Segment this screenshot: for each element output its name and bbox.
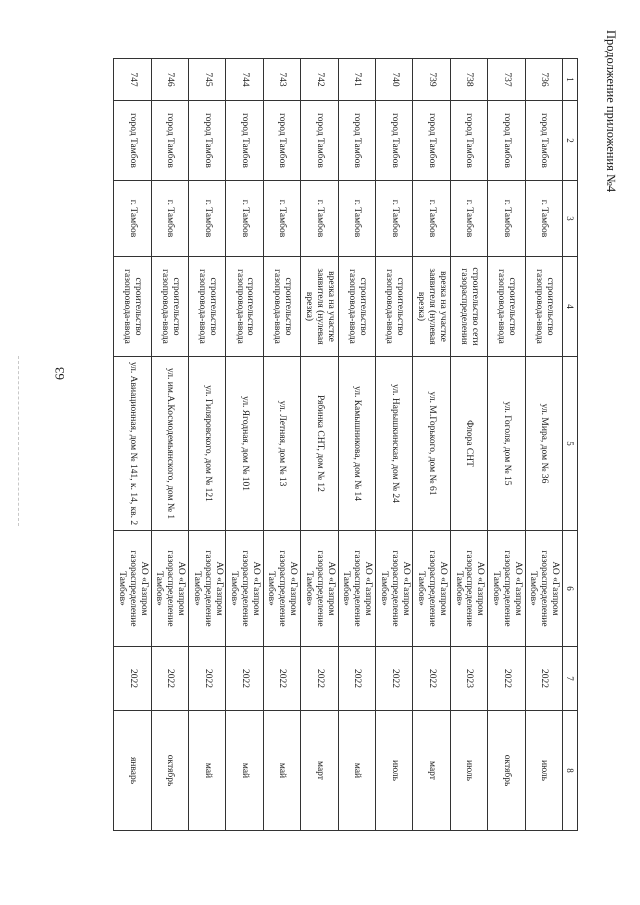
month-cell: июль [525, 711, 562, 831]
column-number: 6 [563, 531, 578, 647]
year-cell: 2022 [413, 647, 450, 711]
row-number-cell: 737 [488, 59, 525, 101]
locality-cell: г. Тамбов [525, 181, 562, 257]
municipality-cell: город Тамбов [151, 101, 188, 181]
address-cell: ул. Гоголя, дом № 15 [488, 357, 525, 531]
locality-cell: г. Тамбов [488, 181, 525, 257]
table-row [488, 59, 525, 831]
work-type-cell: строительство газопровода-ввода [525, 257, 562, 357]
locality-cell: г. Тамбов [151, 181, 188, 257]
table-row [226, 59, 263, 831]
locality-cell: г. Тамбов [338, 181, 375, 257]
year-cell: 2022 [375, 647, 412, 711]
work-type-cell: строительство газопровода-ввода [375, 257, 412, 357]
column-number: 7 [563, 647, 578, 711]
row-number-cell: 743 [263, 59, 300, 101]
rotated-table-container [113, 58, 578, 830]
operator-cell: АО «Газпром газораспределение Тамбов» [375, 531, 412, 647]
municipality-cell: город Тамбов [450, 101, 487, 181]
scan-artifact-line [18, 356, 20, 526]
locality-cell: г. Тамбов [301, 181, 338, 257]
table-row [114, 59, 152, 831]
year-cell: 2022 [525, 647, 562, 711]
address-cell: ул. Летняя, дом № 13 [263, 357, 300, 531]
locality-cell: г. Тамбов [375, 181, 412, 257]
column-number-row [563, 59, 578, 831]
column-number: 4 [563, 257, 578, 357]
work-type-cell: строительство газопровода-ввода [114, 257, 152, 357]
month-cell: июль [375, 711, 412, 831]
table-body [114, 59, 563, 831]
table-row [301, 59, 338, 831]
locality-cell: г. Тамбов [114, 181, 152, 257]
month-cell: март [301, 711, 338, 831]
row-number-cell: 747 [114, 59, 152, 101]
year-cell: 2022 [114, 647, 152, 711]
address-cell: ул. Камышникова, дом № 14 [338, 357, 375, 531]
row-number-cell: 736 [525, 59, 562, 101]
table-row [413, 59, 450, 831]
table-row [151, 59, 188, 831]
table-row [450, 59, 487, 831]
column-number: 8 [563, 711, 578, 831]
operator-cell: АО «Газпром газораспределение Тамбов» [338, 531, 375, 647]
annex-caption: Продолжение приложения №4 [604, 30, 618, 193]
municipality-cell: город Тамбов [114, 101, 152, 181]
month-cell: май [226, 711, 263, 831]
operator-cell: АО «Газпром газораспределение Тамбов» [151, 531, 188, 647]
row-number-cell: 746 [151, 59, 188, 101]
year-cell: 2022 [488, 647, 525, 711]
row-number-cell: 741 [338, 59, 375, 101]
address-cell: Рябинка СНТ, дом № 12 [301, 357, 338, 531]
operator-cell: АО «Газпром газораспределение Тамбов» [525, 531, 562, 647]
year-cell: 2023 [450, 647, 487, 711]
operator-cell: АО «Газпром газораспределение Тамбов» [226, 531, 263, 647]
table-row [188, 59, 225, 831]
year-cell: 2022 [263, 647, 300, 711]
row-number-cell: 745 [188, 59, 225, 101]
operator-cell: АО «Газпром газораспределение Тамбов» [114, 531, 152, 647]
table-row [338, 59, 375, 831]
municipality-cell: город Тамбов [488, 101, 525, 181]
locality-cell: г. Тамбов [226, 181, 263, 257]
work-type-cell: строительство газопровода-ввода [488, 257, 525, 357]
month-cell: октябрь [488, 711, 525, 831]
month-cell: март [413, 711, 450, 831]
month-cell: июль [450, 711, 487, 831]
municipality-cell: город Тамбов [375, 101, 412, 181]
table-row [525, 59, 562, 831]
column-number: 2 [563, 101, 578, 181]
municipality-cell: город Тамбов [338, 101, 375, 181]
month-cell: январь [114, 711, 152, 831]
operator-cell: АО «Газпром газораспределение Тамбов» [301, 531, 338, 647]
work-type-cell: врезка на участке заявителя (нулевая врезка) [413, 257, 450, 357]
month-cell: май [263, 711, 300, 831]
address-cell: ул. Авиационная, дом № 141, к. 14, кв. 2 [114, 357, 152, 531]
column-number: 3 [563, 181, 578, 257]
work-type-cell: строительство газопровода-ввода [226, 257, 263, 357]
page-number: 63 [52, 367, 67, 380]
operator-cell: АО «Газпром газораспределение Тамбов» [488, 531, 525, 647]
work-type-cell: врезка на участке заявителя (нулевая врезка) [301, 257, 338, 357]
work-type-cell: строительство газопровода-ввода [338, 257, 375, 357]
operator-cell: АО «Газпром газораспределение Тамбов» [413, 531, 450, 647]
locality-cell: г. Тамбов [263, 181, 300, 257]
month-cell: октябрь [151, 711, 188, 831]
year-cell: 2022 [338, 647, 375, 711]
year-cell: 2022 [188, 647, 225, 711]
row-number-cell: 744 [226, 59, 263, 101]
locality-cell: г. Тамбов [413, 181, 450, 257]
row-number-cell: 739 [413, 59, 450, 101]
work-type-cell: строительство газопровода-ввода [151, 257, 188, 357]
municipality-cell: город Тамбов [226, 101, 263, 181]
operator-cell: АО «Газпром газораспределение Тамбов» [263, 531, 300, 647]
table-row [263, 59, 300, 831]
column-number: 5 [563, 357, 578, 531]
year-cell: 2022 [301, 647, 338, 711]
address-cell: Флора СНТ [450, 357, 487, 531]
address-cell: ул. Нарышкинская, дом № 24 [375, 357, 412, 531]
municipality-cell: город Тамбов [525, 101, 562, 181]
locality-cell: г. Тамбов [450, 181, 487, 257]
work-type-cell: строительство сети газораспределения [450, 257, 487, 357]
address-cell: ул. М.Горького, дом № 61 [413, 357, 450, 531]
address-cell: ул. Ягодная, дом № 101 [226, 357, 263, 531]
year-cell: 2022 [226, 647, 263, 711]
address-cell: ул. Гиляровского, дом № 121 [188, 357, 225, 531]
table-row [375, 59, 412, 831]
month-cell: май [338, 711, 375, 831]
row-number-cell: 738 [450, 59, 487, 101]
row-number-cell: 742 [301, 59, 338, 101]
work-type-cell: строительство газопровода-ввода [188, 257, 225, 357]
address-cell: ул. им.А.Космодемьянского, дом № 1 [151, 357, 188, 531]
column-number: 1 [563, 59, 578, 101]
municipality-cell: город Тамбов [301, 101, 338, 181]
municipality-cell: город Тамбов [188, 101, 225, 181]
month-cell: май [188, 711, 225, 831]
gas-works-table [113, 58, 578, 831]
work-type-cell: строительство газопровода-ввода [263, 257, 300, 357]
locality-cell: г. Тамбов [188, 181, 225, 257]
municipality-cell: город Тамбов [263, 101, 300, 181]
address-cell: ул. Мира, дом № 36 [525, 357, 562, 531]
municipality-cell: город Тамбов [413, 101, 450, 181]
operator-cell: АО «Газпром газораспределение Тамбов» [450, 531, 487, 647]
operator-cell: АО «Газпром газораспределение Тамбов» [188, 531, 225, 647]
row-number-cell: 740 [375, 59, 412, 101]
year-cell: 2022 [151, 647, 188, 711]
